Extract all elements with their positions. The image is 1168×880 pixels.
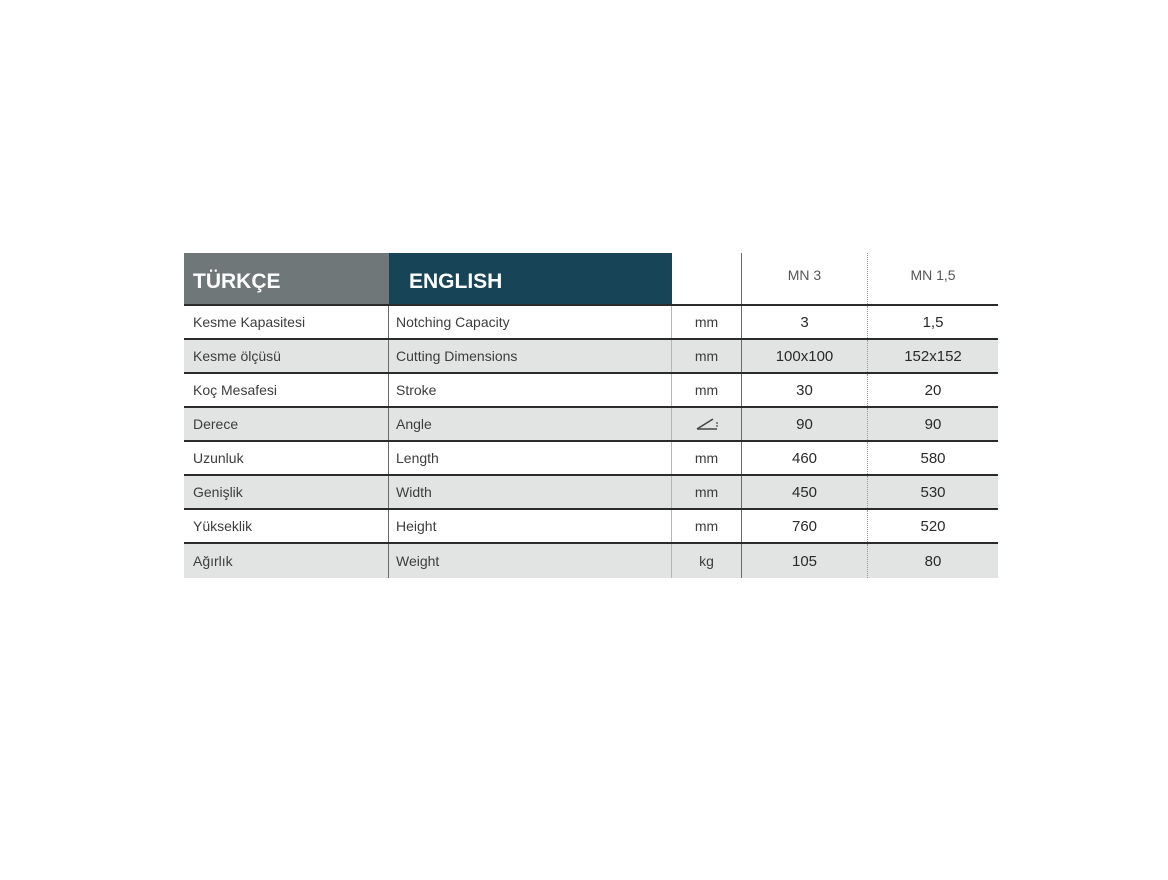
table-row xyxy=(184,510,998,544)
turkish-label: Ağırlık xyxy=(184,544,389,578)
turkish-label: Uzunluk xyxy=(184,442,389,474)
turkish-label: Yükseklik xyxy=(184,510,389,542)
model-mn15-value: 520 xyxy=(920,517,946,535)
angle-icon xyxy=(694,417,720,431)
model-mn15-value: 530 xyxy=(920,483,946,501)
turkish-label: Koç Mesafesi xyxy=(184,374,389,406)
model-mn3-value: 3 xyxy=(742,306,868,338)
model-mn3-value: 105 xyxy=(742,544,868,578)
model-mn3-value: 100x100 xyxy=(742,340,868,372)
spec-table xyxy=(184,253,998,578)
turkish-label: Genişlik xyxy=(184,476,389,508)
unit: mm xyxy=(672,442,742,474)
table-row xyxy=(184,476,998,510)
english-label: Stroke xyxy=(389,374,672,406)
english-label: Weight xyxy=(389,544,672,578)
model-mn15-value: 580 xyxy=(920,449,946,467)
table-row xyxy=(184,374,998,408)
model-mn15-value: 80 xyxy=(924,552,942,570)
unit: mm xyxy=(672,340,742,372)
english-label: Notching Capacity xyxy=(389,306,672,338)
table-row xyxy=(184,306,998,340)
model-mn15-value: 1,5 xyxy=(922,313,944,331)
turkish-column-header: TÜRKÇE xyxy=(184,253,389,304)
english-label: Length xyxy=(389,442,672,474)
table-row xyxy=(184,408,998,442)
model-mn15-value: 20 xyxy=(924,381,942,399)
table-row xyxy=(184,442,998,476)
model-mn15-value: 90 xyxy=(924,415,942,433)
english-label: Cutting Dimensions xyxy=(389,340,672,372)
turkish-label: Derece xyxy=(184,408,389,440)
unit: mm xyxy=(672,306,742,338)
turkish-label: Kesme Kapasitesi xyxy=(184,306,389,338)
table-row xyxy=(184,340,998,374)
table-header xyxy=(184,253,998,306)
model-mn15-header: MN 1,5 xyxy=(910,266,956,283)
unit: kg xyxy=(672,544,742,578)
unit: mm xyxy=(672,374,742,406)
table-row xyxy=(184,544,998,578)
english-label: Angle xyxy=(389,408,672,440)
english-column-header: ENGLISH xyxy=(389,253,672,304)
unit-column-header xyxy=(672,253,742,304)
model-mn3-value: 450 xyxy=(742,476,868,508)
model-mn3-header: MN 3 xyxy=(742,253,868,304)
english-label: Height xyxy=(389,510,672,542)
model-mn3-value: 90 xyxy=(742,408,868,440)
model-mn3-value: 460 xyxy=(742,442,868,474)
model-mn3-value: 30 xyxy=(742,374,868,406)
english-label: Width xyxy=(389,476,672,508)
model-mn3-value: 760 xyxy=(742,510,868,542)
unit: mm xyxy=(672,510,742,542)
turkish-label: Kesme ölçüsü xyxy=(184,340,389,372)
unit xyxy=(672,408,742,440)
unit: mm xyxy=(672,476,742,508)
model-mn15-value: 152x152 xyxy=(904,347,962,365)
